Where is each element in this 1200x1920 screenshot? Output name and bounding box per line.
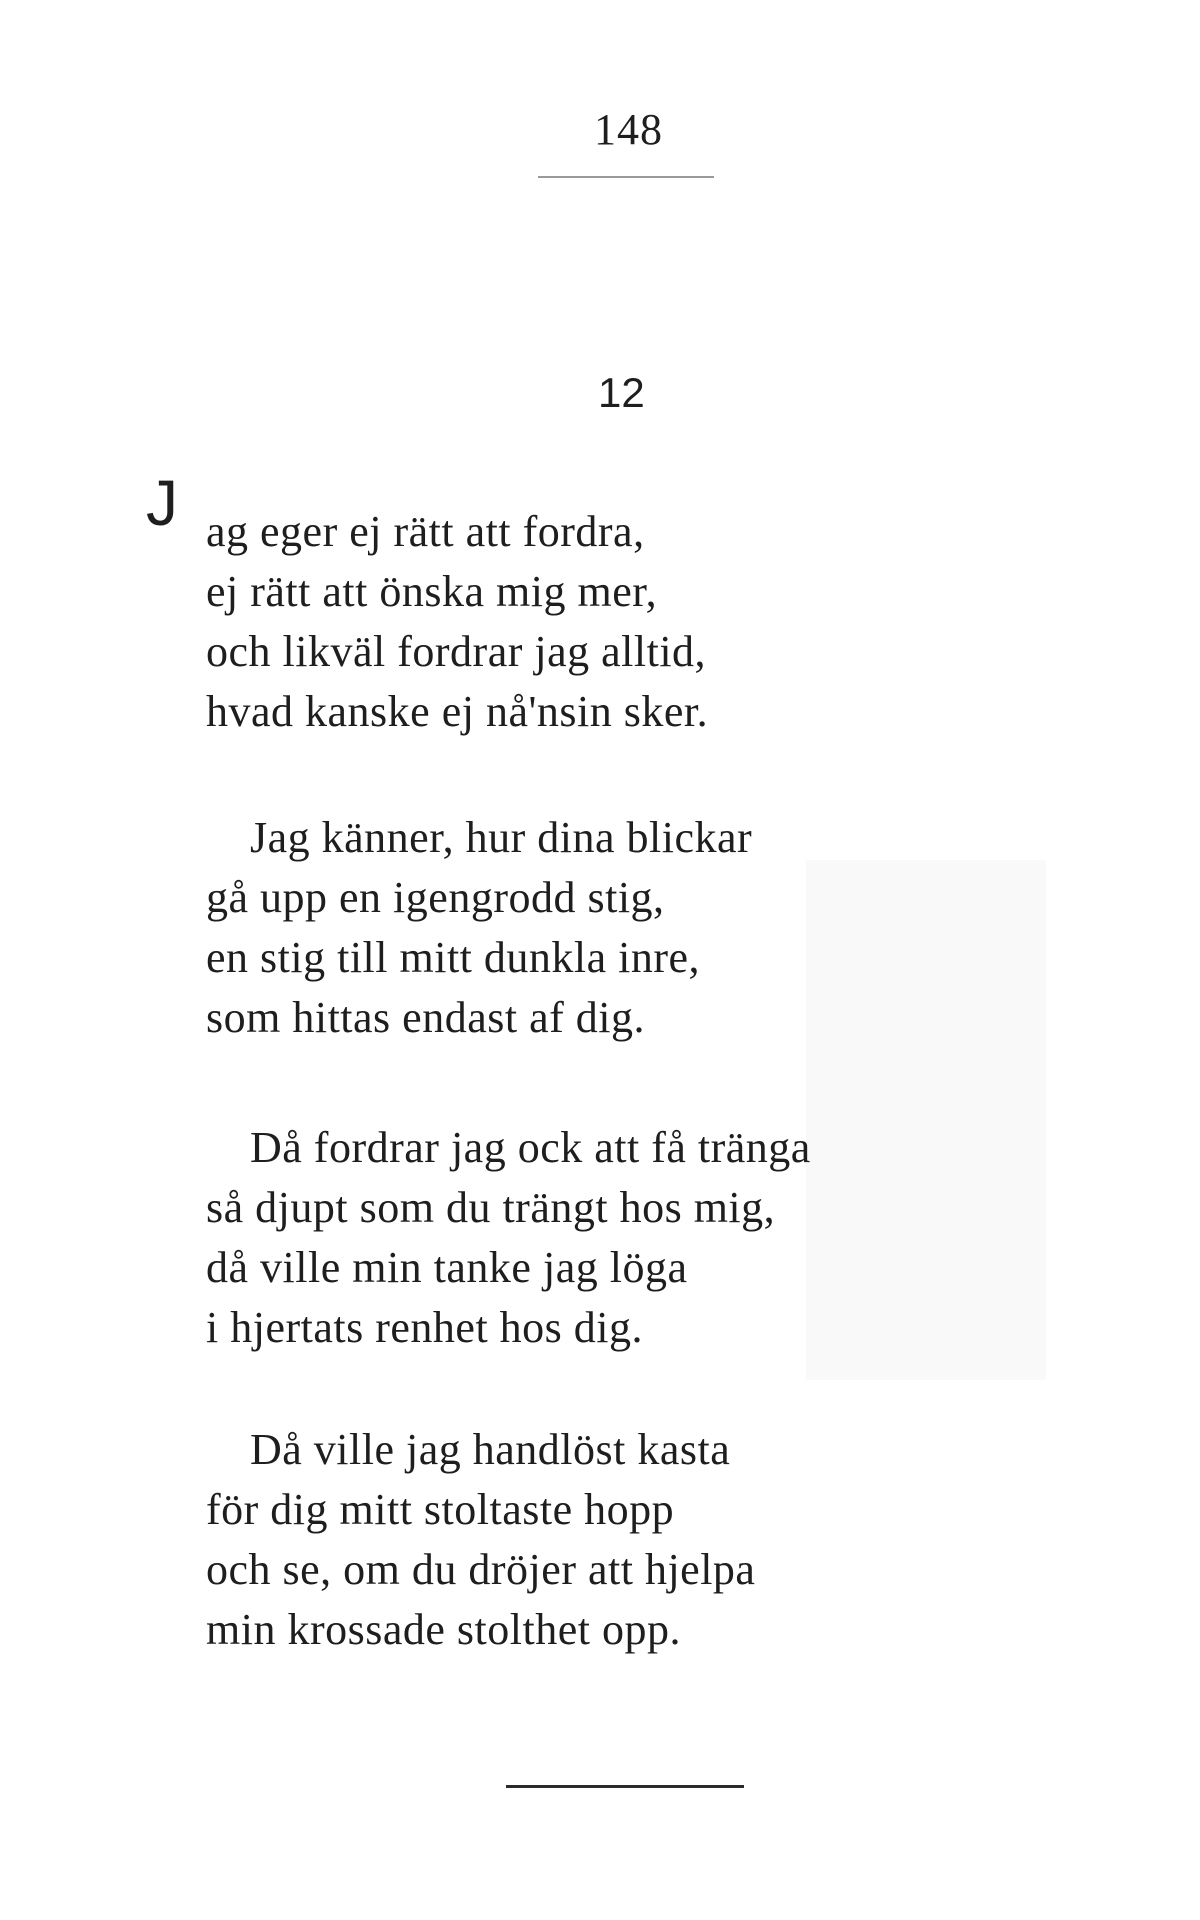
poem-number: 12 <box>598 369 645 416</box>
end-of-poem-rule <box>506 1785 744 1788</box>
poem-line: ag eger ej rätt att fordra, <box>206 507 645 556</box>
poem-line: min krossade stolthet opp. <box>206 1605 681 1654</box>
drop-cap: J <box>146 467 178 539</box>
poem-line: då ville min tanke jag löga <box>206 1243 688 1292</box>
poem-line: Då fordrar jag ock att få tränga <box>250 1123 811 1172</box>
poem-line: för dig mitt stoltaste hopp <box>206 1485 675 1534</box>
poem-line: så djupt som du trängt hos mig, <box>206 1183 776 1232</box>
page-number-rule <box>538 176 714 178</box>
poem-line: och likväl fordrar jag alltid, <box>206 627 707 676</box>
stanza-1 <box>206 502 708 742</box>
stanza-2 <box>206 808 752 1048</box>
poem-line: gå upp en igengrodd stig, <box>206 873 665 922</box>
stanza-4 <box>206 1420 755 1660</box>
poem-line: Då ville jag handlöst kasta <box>250 1425 731 1474</box>
poem-line: Jag känner, hur dina blickar <box>250 813 753 862</box>
poem-line: och se, om du dröjer att hjelpa <box>206 1545 756 1594</box>
poem-line: ej rätt att önska mig mer, <box>206 567 658 616</box>
stanza-3 <box>206 1118 811 1358</box>
poem-line: hvad kanske ej nå'nsin sker. <box>206 687 709 736</box>
poem-line: en stig till mitt dunkla inre, <box>206 933 701 982</box>
paper-smudge <box>806 860 1046 1380</box>
poem-line: som hittas endast af dig. <box>206 993 645 1042</box>
poem-line: i hjertats renhet hos dig. <box>206 1303 644 1352</box>
page-number: 148 <box>594 105 663 154</box>
